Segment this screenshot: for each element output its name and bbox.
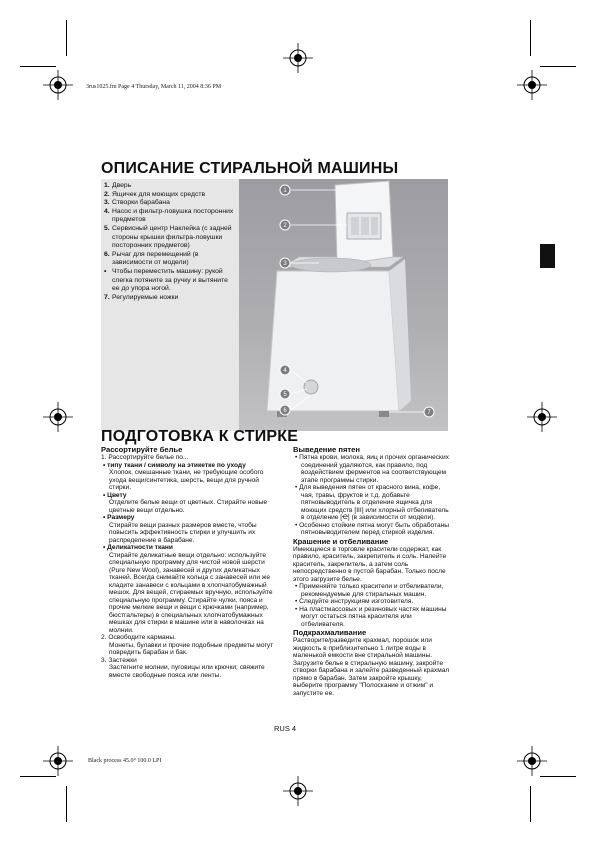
bullet-title: • Размеру — [103, 514, 135, 521]
stain-item: • Особенно стойкие пятна могут быть обработаны пятновыводителем перед стиркой изделия. — [295, 521, 450, 536]
callout-5: 5 — [283, 392, 287, 398]
stain-item: • Для выведения пятен от красного вина, кофе, чая, травы, фруктов и т.д. добавьте пятновыводитель в отделение ящичка для моющих средств [III] или хлорный отбеливатель в отделение [Ҽ] (в зависимости от модели). — [295, 484, 449, 521]
step-2: 2. Освободите карманы. — [101, 634, 176, 641]
callout-7: 7 — [427, 410, 431, 416]
washing-machine-photo — [239, 179, 448, 431]
bullet-text: Отделите белые вещи от цветных. Стирайте новые цветные вещи отдельно. — [109, 499, 268, 514]
dye-text: Имеющиеся в торговле красители содержат, как правило, краситель, закрепитель и соль. Налейте краситель, закрепитель, а затем соль непосредственно в пустой барабан. Только после этого загрузите белье. — [293, 545, 447, 583]
bullet-title: • Цвету — [103, 491, 127, 499]
crop-mark — [530, 786, 531, 822]
preparation-left-column — [101, 445, 281, 679]
dye-item: • Следуйте инструкциям изготовителя. — [295, 598, 414, 605]
starch-text: Растворите/разведите крахмал, порошок или жидкость в приблизительно 1 литре воды в маленькой емкости вне стиральной машины. Загрузите белье в стиральную машину, закройте створки барабана и залейте разведенный крахмал прямо в барабан. Затем закройте крышку, выберите программу "Полоскание и отжим" и запустите ее. — [293, 637, 450, 697]
washing-machine-illustration — [239, 179, 448, 431]
section-title-description: ОПИСАНИЕ СТИРАЛЬНОЙ МАШИНЫ — [101, 160, 399, 177]
registration-mark-icon — [283, 776, 313, 806]
bullet-text: Стирайте вещи разных размеров вместе, чтобы повысить эффективность стирки и улучшить их распределение в барабане. — [109, 521, 257, 544]
crop-mark — [530, 20, 531, 56]
dye-bleach-heading: Крашение и отбеливание — [293, 536, 389, 546]
section-tab-marker — [540, 244, 555, 268]
crop-mark — [540, 66, 576, 67]
print-header: 3rus1025.fm Page 4 Thursday, March 11, 2004 8:36 PM — [86, 84, 222, 90]
registration-mark-icon — [283, 43, 313, 73]
stain-item: • Пятна крови, молока, яиц и прочих органических соединений удаляются, как правило, под воздействием ферментов на соответствующем этапе программы стирки. — [295, 454, 449, 484]
registration-mark-icon — [517, 746, 547, 776]
registration-mark-icon — [517, 70, 547, 100]
dye-item: • Применяйте только красители и отбеливатели, рекомендуемые для стиральных машин. — [295, 583, 444, 598]
dye-item: • На пластмассовых и резиновых частях машины могут остаться пятна красителя или отбеливателя. — [295, 605, 447, 628]
starching-heading: Подкрахмаливание — [293, 628, 367, 637]
bullet-text: Стирайте деликатные вещи отдельно: используйте специальную программу для чистой новой шерсти (Pure New Wool), занавесей и других деликатных тканей. Всегда снимайте кольца с занавесей или же кладите занавеси с кольцами в хлопчатобумажный мешок. Для вещей, стираемых вручную, используйте специальную программу. Стирайте чулки, пояса и прочие мелкие вещи и вещи с крючками (например, бюстгальтеры) в специальных хлопчатобумажных мешках для стирки в машине или в наволочках на молнии. — [109, 551, 273, 634]
legend-item: 5. Сервисный центр Наклейка (с задней стороны крышки фильтра-ловушки посторонних предметов) — [104, 224, 232, 250]
stain-removal-heading: Выведение пятен — [293, 445, 360, 454]
legend-item: 6. Рычаг для перемещений (в зависимости от модели) — [104, 250, 199, 267]
crop-mark — [20, 776, 56, 777]
crop-mark — [66, 20, 67, 56]
callout-6: 6 — [283, 408, 287, 414]
step-3: 3. Застежки — [101, 656, 137, 664]
legend-item: 4. Насос и фильтр-ловушка посторонних предметов — [104, 207, 234, 224]
sort-laundry-heading: Рассортируйте белье — [101, 445, 183, 454]
callout-3: 3 — [283, 261, 287, 267]
section-title-preparation: ПОДГОТОВКА К СТИРКЕ — [101, 428, 299, 445]
parts-legend — [104, 182, 236, 302]
bullet-title: • Деликатности ткани — [103, 544, 173, 551]
registration-mark-icon — [43, 70, 73, 100]
registration-mark-icon — [527, 402, 557, 432]
crop-mark — [66, 786, 67, 822]
legend-item: 2. Ящичек для моющих средств — [104, 190, 206, 198]
step-1: 1. Рассортируйте белье по... — [101, 454, 189, 461]
preparation-right-column — [293, 445, 451, 697]
callout-1: 1 — [283, 188, 287, 194]
legend-item: • Чтобы переместить машину: рукой слегка потяните за ручку и вытяните ее до упора ногой. — [104, 267, 228, 293]
crop-mark — [20, 66, 56, 67]
print-footer: Black process 45.0° 100.0 LPI — [88, 758, 162, 764]
registration-mark-icon — [43, 746, 73, 776]
callout-4: 4 — [283, 368, 287, 374]
crop-mark — [540, 776, 576, 777]
bullet-text: Хлопок, смешанные ткани, не требующие особого ухода вещи/синтетика, шерсть, вещи для ручной стирки. — [109, 469, 264, 491]
step-text: Монеты, булавки и прочие подобные предметы могут повредить барабан и бак. — [109, 641, 274, 656]
page-number: RUS 4 — [274, 724, 297, 733]
step-text: Застегните молнии, пуговицы или крючки; свяжите вместе свободные пояса или ленты. — [109, 664, 265, 679]
legend-item: 3. Створки барабана — [104, 199, 170, 207]
callout-2: 2 — [283, 223, 287, 229]
legend-item: 7. Регулируемые ножки — [104, 293, 179, 301]
legend-item: 1. Дверь — [104, 182, 132, 189]
bullet-title: • типу ткани / символу на этикетке по уходу — [103, 461, 246, 469]
registration-mark-icon — [43, 402, 73, 432]
